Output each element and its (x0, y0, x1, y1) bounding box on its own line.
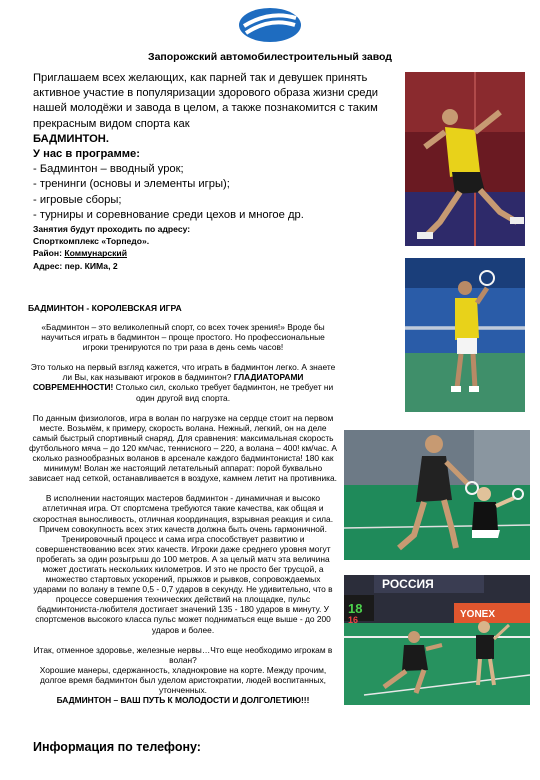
board-text: РОССИЯ (382, 577, 434, 591)
article-paragraph: В исполнении настоящих мастеров бадминтон - динамичная и высоко атлетичная игра. От спортсмена требуются такие качества, как общая и скоростная выносливость, отличная координация, взрывная реакция и сила. Причем совокупность всех этих качеств должна быть очень гармоничной. Тренировочный процесс и сама игра способствует развитию и совершенствованию всех этих качеств. Игроки даже среднего уровня могут пробегать за один розыгрыш до 100 метров. А за целый матч эта величина может достигать нескольких километров. И это не просто бег трусцой, а множество стартовых ускорений, прыжков и рывков, сопровождаемых ударами по волану в темпе 0,5 - 0,7 ударов в секунду. Не удивительно, что в процессе совершения технических действий на площадке, пульс бадминтониста-любителя достигает значений 135 - 180 ударов в минуту. У спортсменов высокого класса пульс может подниматься еще выше - до 200 ударов и более. (32, 493, 334, 635)
venue-name: Спорткомплекс «Торпедо». (33, 236, 150, 247)
photo-player-jump (405, 72, 525, 246)
sponsor-banner: YONEX (460, 609, 496, 620)
program-list (33, 162, 403, 223)
photo-player-net (405, 258, 525, 412)
phone-info-label: Информация по телефону: (33, 740, 201, 754)
street-address: Адрес: пер. КИМа, 2 (33, 260, 118, 271)
program-item: - тренинги (основы и элементы игры); (33, 177, 403, 192)
article-paragraph: Это только на первый взгляд кажется, что играть в бадминтон легко. А знаете ли Вы, как называют игроков в бадминтон? ГЛАДИАТОРАМИ СОВРЕМЕННОСТИ! Столько сил, сколько требует бадминтон, не требует ни один другой вид спорта. (30, 362, 336, 403)
program-item: - Бадминтон – вводный урок; (33, 162, 403, 177)
score-right: 16 (348, 615, 359, 625)
article-paragraph: Итак, отменное здоровье, железные нервы…Что еще необходимо игрокам в волан? (33, 644, 333, 665)
district-line: Район: Коммунарский (33, 248, 128, 259)
district-link[interactable]: Коммунарский (64, 248, 128, 259)
intro-block (33, 71, 403, 272)
invitation-text: Приглашаем всех желающих, как парней так и девушек принять активное участие в популяризации здорового образа жизни среди нашей молодёжи и завода в целом, а также познакомится с таким прекрасным видом спорта как (33, 72, 379, 130)
score-left: 18 (348, 601, 363, 616)
address-block (33, 223, 403, 272)
program-heading: У нас в программе: (33, 148, 141, 161)
photo-doubles-pair (344, 430, 530, 560)
sport-name: БАДМИНТОН. (33, 132, 109, 145)
article-paragraph: Хорошие манеры, сдержанность, хладнокровие на корте. Между прочим, долгое время бадминтон был уделом аристократии, людей воспитанных, утонченных. (39, 664, 327, 695)
photo-match-scoreboard (344, 575, 530, 705)
address-heading: Занятия будут проходить по адресу: (33, 224, 191, 235)
article-body (28, 322, 338, 715)
slogan: БАДМИНТОН – ВАШ ПУТЬ К МОЛОДОСТИ И ДОЛГОЛЕТИЮ!!! (56, 695, 310, 706)
zaz-logo-icon (238, 6, 302, 44)
program-item: - игровые сборы; (33, 193, 403, 208)
program-item: - турниры и соревнование среди цехов и многое др. (33, 208, 403, 223)
article-title: БАДМИНТОН - КОРОЛЕВСКАЯ ИГРА (28, 303, 182, 313)
article-paragraph: «Бадминтон – это великолепный спорт, со всех точек зрения!» Вроде бы научиться играть в бадминтон – проще простого. Но профессиональные игроки тренируются по три раза в день семь часов! (41, 322, 325, 353)
article-paragraph: По данным физиологов, игра в волан по нагрузке на сердце стоит на первом месте. Возьмём, к примеру, скорость волана. Нежный, легкий, он на деле самый быстрый спортивный снаряд. Для сравнения: максимальная скорость футбольного мяча – до 120 км/час, теннисного – 220, а волана – 400! км/час. А сколько разнообразных воланов в арсенале каждого бадминтониста! 180 как минимум! Волан же настоящий летательный аппарат: порой буквально зависает над сеткой, останавливается в воздухе, камнем летит на противника. (29, 412, 337, 484)
company-name: Запорожский автомобилестроительный завод (148, 51, 392, 63)
gladiators-highlight: ГЛАДИАТОРАМИ СОВРЕМЕННОСТИ! (32, 372, 304, 393)
